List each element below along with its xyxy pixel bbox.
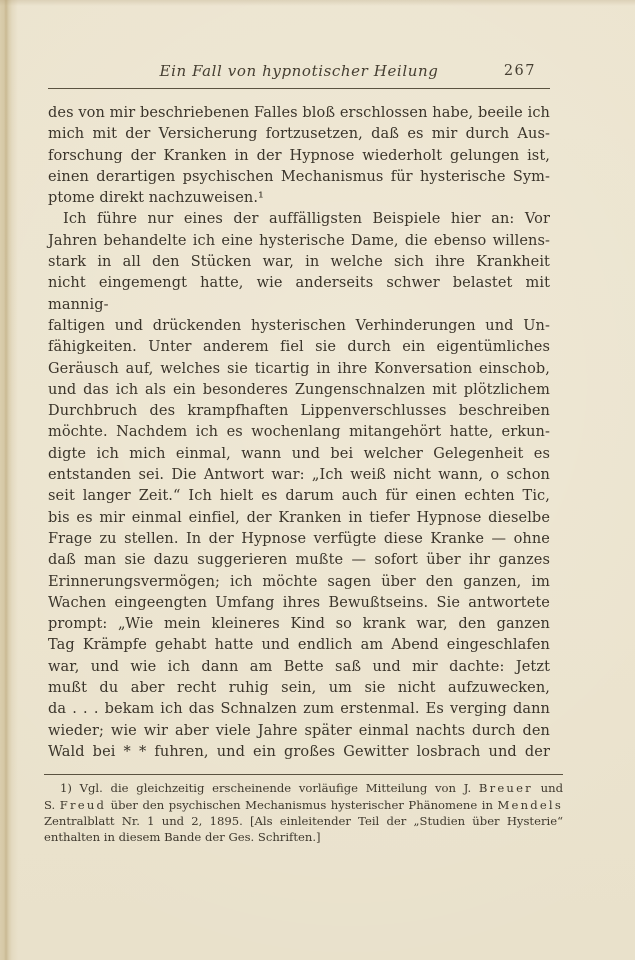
body-line: Jahren behandelte ich eine hysterische Dame, die ebenso willens- — [48, 232, 550, 249]
running-header — [48, 62, 550, 88]
footnote-text: S. — [44, 797, 60, 812]
body-line: prompt: „Wie mein kleineres Kind so krank war, den ganzen — [48, 616, 550, 633]
footnote-text: 1) Vgl. die gleichzeitig erscheinende vorläufige Mitteilung von J. — [60, 781, 479, 796]
footnote-line — [44, 829, 563, 845]
letterspaced-name: Breuer — [478, 781, 533, 796]
footnote-line — [44, 797, 563, 813]
body-line: digte ich mich einmal, wann und bei welcher Gelegenheit es — [48, 445, 550, 462]
footnote — [44, 780, 563, 846]
body-line: forschung der Kranken in der Hypnose wiederholt gelungen ist, — [48, 147, 550, 164]
body-line: war, und wie ich dann am Bette saß und mir dachte: Jetzt — [48, 658, 550, 675]
header-rule — [48, 88, 550, 89]
body-line: mich mit der Versicherung fortzusetzen, daß es mir durch Aus- — [48, 126, 550, 143]
body-line: des von mir beschriebenen Falles bloß erschlossen habe, beeile ich — [48, 105, 550, 121]
body-line: nicht eingemengt hatte, wie anderseits schwer belastet mit mannig- — [48, 275, 550, 313]
body-line: Tag Krämpfe gehabt hatte und endlich am Abend eingeschlafen — [48, 637, 550, 654]
body-line: Frage zu stellen. In der Hypnose verfügte diese Kranke — ohne — [48, 530, 550, 547]
footnote-line — [44, 780, 563, 796]
page-binding-edge-shadow — [0, 0, 18, 960]
text-column — [44, 62, 563, 846]
body-line: möchte. Nachdem ich es wochenlang mitangehört hatte, erkun- — [48, 424, 550, 441]
body-line: wieder; wie wir aber viele Jahre später einmal nachts durch den — [48, 722, 550, 739]
body-line: da . . . bekam ich das Schnalzen zum erstenmal. Es verging dann — [48, 701, 550, 718]
body-line: Erinnerungsvermögen; ich möchte sagen über den ganzen, im — [48, 573, 550, 590]
body-line: Geräusch auf, welches sie ticartig in ihre Konversation einschob, — [48, 360, 550, 377]
footnote-text: Zentralblatt Nr. 1 und 2, 1895. [Als einleitender Teil der „Studien über Hysterie“ — [44, 814, 563, 829]
body-line: daß man sie dazu suggerieren mußte — sofort über ihr ganzes — [48, 552, 550, 569]
letterspaced-name: Freud — [59, 797, 107, 812]
running-header-title: Ein Fall von hypnotischer Heilung — [159, 62, 439, 80]
body-line: mußt du aber recht ruhig sein, um sie nicht aufzuwecken, — [48, 680, 550, 697]
body-line: seit langer Zeit.“ Ich hielt es darum auch für einen echten Tic, — [48, 488, 550, 505]
body-line: stark in all den Stücken war, in welche sich ihre Krankheit — [48, 254, 550, 271]
footnote-text: enthalten in diesem Bande der Ges. Schriften.] — [44, 830, 321, 845]
body-line: und das ich als ein besonderes Zungenschnalzen mit plötzlichem — [48, 381, 550, 398]
page-top-edge-shadow — [0, 0, 635, 6]
body-text — [48, 103, 550, 763]
body-line: Wald bei * * fuhren, und ein großes Gewitter losbrach und der — [48, 743, 550, 760]
letterspaced-name: Mendels — [497, 797, 563, 812]
body-line: Durchbruch des krampfhaften Lippenverschlusses beschreiben — [48, 403, 550, 420]
page-number: 267 — [503, 63, 536, 79]
footnote-text: und — [532, 781, 563, 796]
body-line: faltigen und drückenden hysterischen Verhinderungen und Un- — [48, 317, 550, 334]
footnote-text: über den psychischen Mechanismus hysterischer Phänomene in — [106, 797, 498, 812]
body-line: ptome direkt nachzuweisen.¹ — [48, 190, 264, 207]
footnote-line — [44, 813, 563, 829]
body-line: bis es mir einmal einfiel, der Kranken in tiefer Hypnose dieselbe — [48, 509, 550, 526]
body-line: einen derartigen psychischen Mechanismus für hysterische Sym- — [48, 168, 550, 185]
body-line: Wachen eingeengten Umfang ihres Bewußtseins. Sie antwortete — [48, 594, 550, 611]
footnote-rule — [44, 774, 563, 775]
body-line: fähigkeiten. Unter anderem fiel sie durch ein eigentümliches — [48, 339, 550, 356]
body-line: entstanden sei. Die Antwort war: „Ich weiß nicht wann, o schon — [48, 467, 550, 484]
body-line: Ich führe nur eines der auffälligsten Beispiele hier an: Vor — [63, 211, 550, 228]
